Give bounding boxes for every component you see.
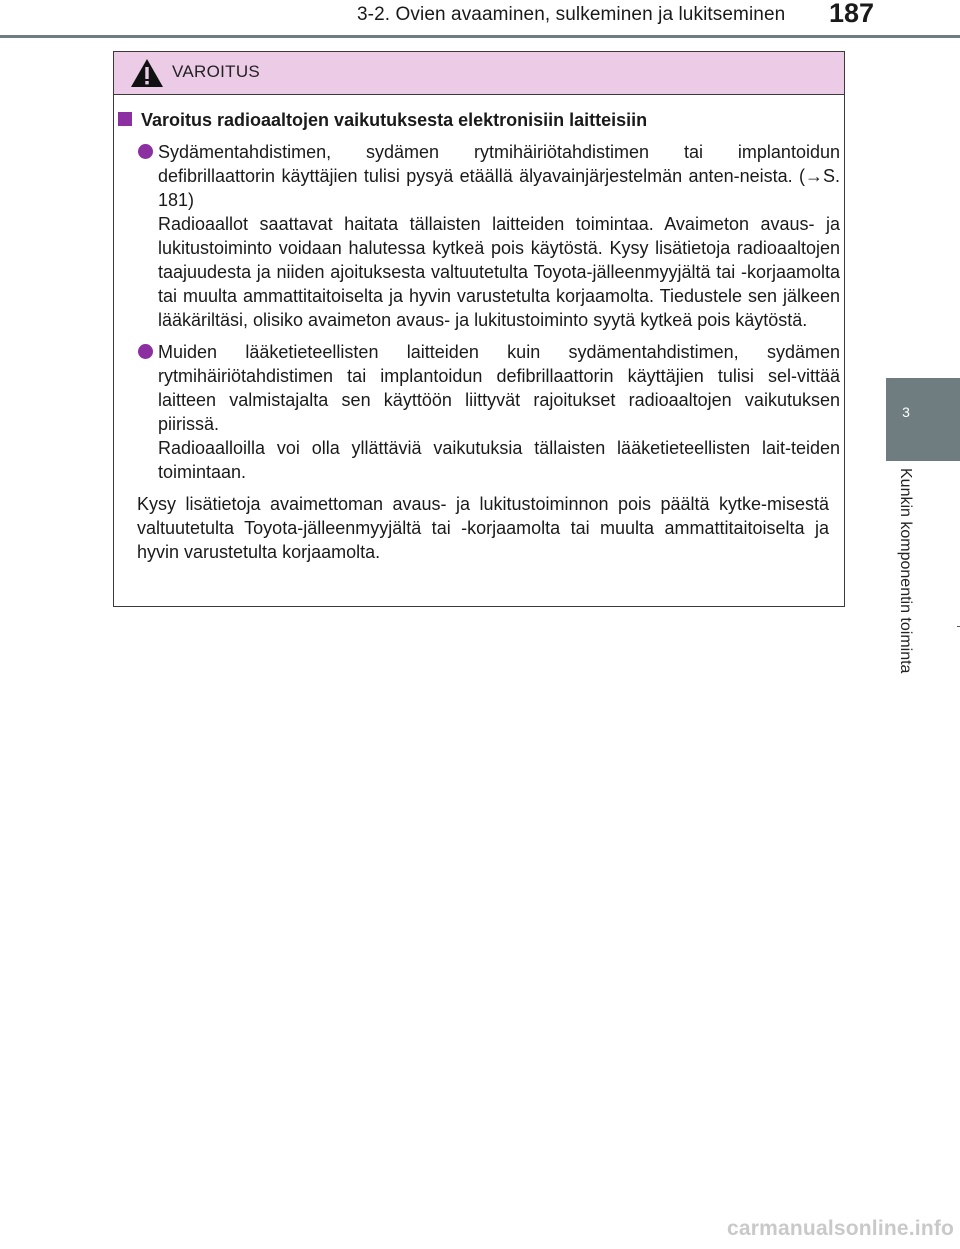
section-title: 3-2. Ovien avaaminen, sulkeminen ja lukitseminen: [357, 4, 786, 25]
header-divider: [0, 35, 960, 38]
chapter-number: 3: [902, 404, 910, 420]
warning-title: VAROITUS: [172, 62, 261, 81]
bullet-item-pacemaker: [135, 140, 840, 332]
warning-header: [114, 52, 844, 95]
warning-triangle-icon: [130, 58, 164, 88]
chapter-label: Kunkin komponentin toiminta: [897, 468, 914, 674]
footer-note: Kysy lisätietoja avaimettoman avaus- ja lukitustoiminnon pois päältä kytke-misestä valtuutetulta Toyota-jälleenmyyjältä tai -korjaamolta tai muulta ammattitaitoiselta ja hyvin varustetulta korjaamolta.: [137, 494, 829, 562]
bullet-paragraph: Sydämentahdistimen, sydämen rytmihäiriötahdistimen tai implantoidun defibrillaattorin käyttäjien tulisi pysyä etäällä älyavainjärjestelmän anten-neista. (→S. 181): [158, 142, 840, 210]
page-number: 187: [829, 0, 875, 28]
warning-body: [114, 108, 844, 564]
bullet-item-medical-devices: [135, 340, 840, 484]
square-bullet-icon: [118, 112, 132, 126]
section-heading: [118, 108, 844, 132]
chapter-tab: [886, 378, 960, 461]
bullet-icon: [138, 344, 153, 359]
bullet-paragraph: Muiden lääketieteellisten laitteiden kuin sydämentahdistimen, sydämen rytmihäiriötahdistimen tai implantoidun defibrillaattorin käyttäjien tulisi sel-vittää laitteen valmistajalta sen käyttöön liittyvät rajoitukset radioaaltojen vaikutuksen piirissä.: [158, 342, 840, 434]
bullet-paragraph: Radioaalloilla voi olla yllättäviä vaikutuksia tällaisten lääketieteellisten lait-teiden toimintaan.: [158, 438, 840, 482]
warning-box: [113, 51, 845, 607]
section-heading-text: Varoitus radioaaltojen vaikutuksesta elektronisiin laitteisiin: [141, 110, 648, 130]
bullet-paragraph: Radioaallot saattavat haitata tällaisten laitteiden toimintaa. Avaimeton avaus- ja lukitustoiminto voidaan halutessa kytkeä pois käytöstä. Kysy lisätietoja radioaaltojen taajuudesta ja niiden ajoituksesta valtuutetulta Toyota-jälleenmyyjältä tai -korjaamolta tai muulta ammattitaitoiselta ja hyvin varustetulta korjaamolta. Tiedustele sen jälkeen lääkäriltäsi, olisiko avaimeton avaus- ja lukitustoiminto syytä kytkeä pois käytöstä.: [158, 214, 840, 330]
watermark: carmanualsonline.info: [727, 1217, 955, 1240]
bullet-icon: [138, 144, 153, 159]
